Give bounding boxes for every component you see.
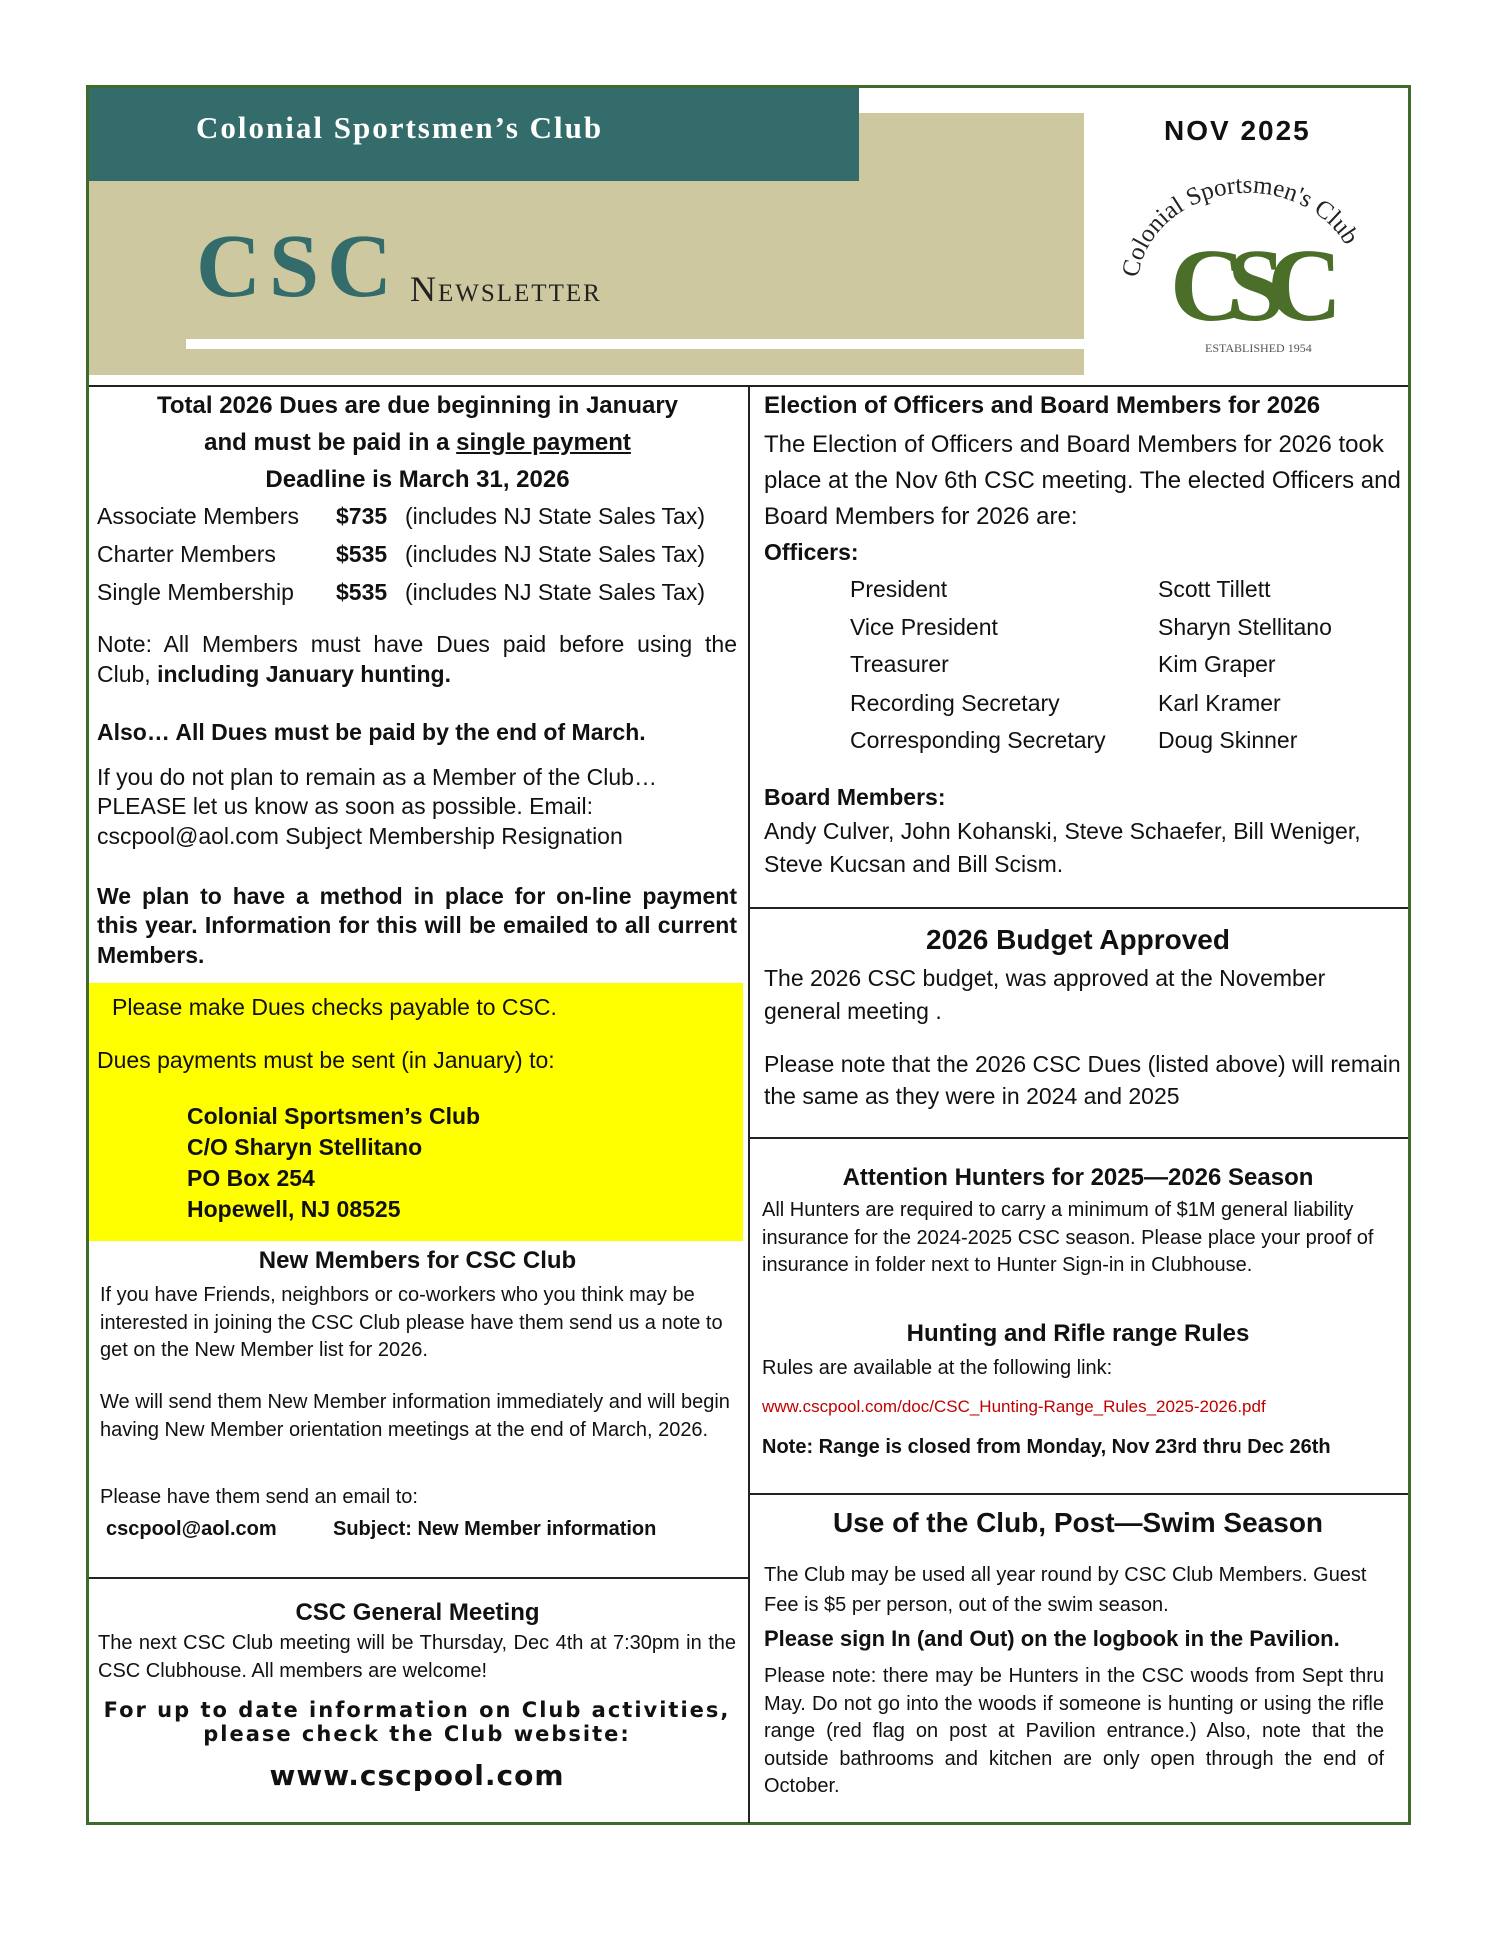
- dues-type: Charter Members: [97, 541, 276, 567]
- rules-link[interactable]: www.cscpool.com/doc/CSC_Hunting-Range_Rules_2025-2026.pdf: [762, 1397, 1266, 1416]
- resign-line-1: If you do not plan to remain as a Member of the Club…: [97, 764, 657, 790]
- address-line: PO Box 254: [187, 1165, 315, 1191]
- header-rule: [186, 339, 1084, 349]
- new-members-title: New Members for CSC Club: [258, 1247, 577, 1274]
- officer-role: President: [850, 576, 948, 602]
- budget-title: 2026 Budget Approved: [926, 924, 1230, 955]
- dues-note: (includes NJ State Sales Tax): [405, 541, 705, 567]
- online-payment-note: We plan to have a method in place for on-line payment this year. Information for this will be emailed to all current Members.: [97, 883, 737, 968]
- election-title: Election of Officers and Board Members for 2026: [764, 392, 1321, 419]
- logo-ring-text: Colonial Sportsmen's Club: [1117, 171, 1364, 280]
- officer-role: Vice President: [850, 614, 998, 640]
- right-divider-2: [749, 1137, 1408, 1139]
- dues-amount: $535: [336, 541, 388, 567]
- csc-title: CSC: [196, 217, 401, 316]
- officer-name: Scott Tillett: [1158, 576, 1271, 602]
- budget-p2: Please note that the 2026 CSC Dues (listed above) will remain the same as they were in 2024 and 2025: [764, 1051, 1401, 1110]
- dues-line-2: and must be paid in a single payment: [204, 429, 631, 456]
- meeting-text: The next CSC Club meeting will be Thursday, Dec 4th at 7:30pm in the CSC Clubhouse. All members are welcome!: [98, 1632, 736, 1682]
- officer-name: Sharyn Stellitano: [1158, 614, 1332, 640]
- officers-label: Officers:: [764, 539, 859, 565]
- new-members-p1: If you have Friends, neighbors or co-workers who you think may be interested in joining the CSC Club please have them send us a note to get on the New Member list for 2026.: [100, 1284, 723, 1362]
- club-name: Colonial Sportsmen’s Club: [196, 110, 604, 145]
- dues-note-paragraph: Note: All Members must have Dues paid before using the Club, including January hunting.: [97, 631, 737, 687]
- issue-date: NOV 2025: [1164, 115, 1311, 146]
- send-to-line: Dues payments must be sent (in January) to:: [97, 1047, 555, 1073]
- rules-title: Hunting and Rifle range Rules: [906, 1320, 1250, 1347]
- website-info: For up to date information on Club activities, please check the Club website:: [103, 1698, 731, 1747]
- officer-role: Corresponding Secretary: [850, 727, 1106, 753]
- officer-name: Karl Kramer: [1158, 690, 1281, 716]
- resign-line-3: cscpool@aol.com Subject Membership Resignation: [97, 823, 623, 849]
- payable-line: Please make Dues checks payable to CSC.: [112, 994, 557, 1020]
- address-line: C/O Sharyn Stellitano: [187, 1134, 423, 1160]
- new-members-p2: We will send them New Member information immediately and will begin having New Member orientation meetings at the end of March, 2026.: [100, 1391, 730, 1441]
- club-logo: [1110, 160, 1380, 360]
- range-closed-note: Note: Range is closed from Monday, Nov 23rd thru Dec 26th: [762, 1436, 1331, 1458]
- dues-note: (includes NJ State Sales Tax): [405, 503, 705, 529]
- club-use-p1: The Club may be used all year round by CSC Club Members. Guest Fee is $5 per person, out of the swim season.: [764, 1564, 1367, 1616]
- dues-amount: $735: [336, 503, 388, 529]
- dues-also: Also… All Dues must be paid by the end of March.: [97, 719, 646, 745]
- single-payment-text: single payment: [456, 429, 631, 456]
- dues-amount: $535: [336, 579, 388, 605]
- club-use-title: Use of the Club, Post—Swim Season: [832, 1507, 1324, 1538]
- logo-letters: CSC: [1170, 228, 1325, 343]
- officer-role: Recording Secretary: [850, 690, 1060, 716]
- hunters-title: Attention Hunters for 2025—2026 Season: [842, 1164, 1314, 1191]
- resign-line-2: PLEASE let us know as soon as possible. Email:: [97, 793, 594, 819]
- budget-p1: The 2026 CSC budget, was approved at the November general meeting .: [764, 965, 1326, 1025]
- sign-in-note: Please sign In (and Out) on the logbook in the Pavilion.: [764, 1626, 1340, 1651]
- newsletter-title: Newsletter: [410, 269, 602, 309]
- officer-name: Doug Skinner: [1158, 727, 1298, 753]
- officer-name: Kim Graper: [1158, 651, 1276, 677]
- address-line: Colonial Sportsmen’s Club: [187, 1103, 481, 1129]
- new-members-email: cscpool@aol.com: [106, 1518, 277, 1540]
- dues-deadline: Deadline is March 31, 2026: [265, 466, 570, 493]
- club-use-p2: Please note: there may be Hunters in the CSC woods from Sept thru May. Do not go into the woods if someone is hunting or using the rifle range (red flag on post at Pavilion entrance.) Also, note that the outside bathrooms and kitchen are only open through the end of October.: [764, 1665, 1384, 1798]
- right-divider-3: [749, 1493, 1408, 1495]
- board-label: Board Members:: [764, 784, 946, 810]
- dues-line-1: Total 2026 Dues are due beginning in January: [156, 392, 679, 419]
- new-members-subject: Subject: New Member information: [333, 1518, 657, 1540]
- hunters-text: All Hunters are required to carry a minimum of $1M general liability insurance for the 2024-2025 CSC season. Please place your proof of insurance in folder next to Hunter Sign-in in Clubhouse.: [762, 1199, 1374, 1277]
- meeting-title: CSC General Meeting: [295, 1599, 540, 1626]
- rules-text: Rules are available at the following link:: [762, 1357, 1113, 1379]
- dues-note: (includes NJ State Sales Tax): [405, 579, 705, 605]
- officer-role: Treasurer: [850, 651, 949, 677]
- column-divider: [748, 386, 750, 1823]
- website-link[interactable]: www.cscpool.com: [269, 1759, 565, 1792]
- new-members-p3: Please have them send an email to:: [100, 1486, 418, 1508]
- dues-type: Single Membership: [97, 579, 294, 605]
- right-divider-1: [749, 907, 1408, 909]
- address-line: Hopewell, NJ 08525: [187, 1196, 401, 1222]
- election-intro: The Election of Officers and Board Members for 2026 took place at the Nov 6th CSC meeting. The elected Officers and Board Members for 2026 are:: [764, 431, 1401, 530]
- logo-established: ESTABLISHED 1954: [1205, 341, 1312, 355]
- left-section-divider: [89, 1577, 749, 1579]
- dues-type: Associate Members: [97, 503, 299, 529]
- board-members: Andy Culver, John Kohanski, Steve Schaefer, Bill Weniger, Steve Kucsan and Bill Scism.: [764, 818, 1361, 878]
